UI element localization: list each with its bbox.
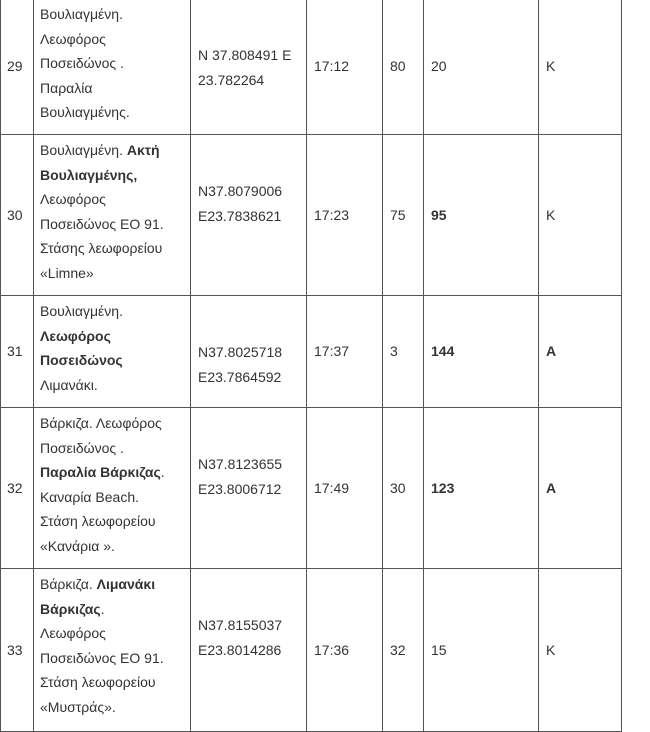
location-line xyxy=(40,324,184,349)
location-text: Βουλιαγμένης. xyxy=(40,104,130,120)
coordinates-block xyxy=(198,135,306,228)
coordinate-line: N37.8155037 xyxy=(198,617,283,633)
location-text: Στάση λεωφορείου xyxy=(40,513,156,529)
location-line xyxy=(40,163,184,188)
category-cell: Α xyxy=(539,408,622,569)
coordinates-block xyxy=(198,408,306,501)
count-cell: 20 xyxy=(424,0,539,135)
location-cell xyxy=(34,135,191,296)
row-number-cell: 30 xyxy=(1,135,34,296)
coordinate-line: E23.8006712 xyxy=(198,480,282,497)
location-text: Βουλιαγμένη. xyxy=(40,303,123,319)
count-cell: 15 xyxy=(424,569,539,732)
location-line xyxy=(40,2,184,27)
location-text: Στάση λεωφορείου xyxy=(40,674,156,690)
location-text: Λεωφόρος xyxy=(40,191,106,207)
time-cell: 17:37 xyxy=(307,296,383,408)
coordinate-line: E23.7838621 xyxy=(198,207,282,224)
location-line xyxy=(40,670,184,695)
row-number-cell: 31 xyxy=(1,296,34,408)
location-text: «Κανάρια ». xyxy=(40,537,115,554)
location-text: «Μυστράς». xyxy=(40,698,116,715)
table-row xyxy=(1,0,622,135)
location-text: Ποσειδώνος ΕΟ 91. xyxy=(40,649,164,666)
table-row xyxy=(1,408,622,569)
coordinate-line: E23.8014286 xyxy=(198,641,282,658)
location-line xyxy=(40,76,184,101)
location-text: . xyxy=(160,464,165,480)
location-text: Βουλιαγμένης, xyxy=(40,166,138,183)
location-text: «Limne» xyxy=(40,264,94,281)
coordinate-line: N37.8123655 xyxy=(198,456,283,472)
category-cell: Κ xyxy=(539,569,622,732)
location-text: . xyxy=(100,600,105,617)
table-body xyxy=(1,0,622,732)
location-line xyxy=(40,597,184,622)
time-cell: 17:23 xyxy=(307,135,383,296)
location-text: Ποσειδώνος xyxy=(40,352,123,368)
location-line xyxy=(40,212,184,237)
table-row xyxy=(1,569,622,732)
count-cell: 123 xyxy=(424,408,539,569)
location-text: Βουλιαγμένη. xyxy=(40,6,123,22)
location-text: Λιμανάκι xyxy=(96,576,156,592)
location-text: Βάρκιζας xyxy=(40,600,101,617)
value-cell: 75 xyxy=(383,135,424,296)
value-cell: 32 xyxy=(383,569,424,732)
coordinate-line: E23.7864592 xyxy=(198,368,282,385)
location-line xyxy=(40,236,184,261)
coordinate-line: 23.782264 xyxy=(198,71,265,88)
location-line xyxy=(40,348,184,373)
location-line xyxy=(40,51,184,76)
location-text: Ποσειδώνος . xyxy=(40,55,124,71)
location-line xyxy=(40,509,184,534)
location-text: Βάρκιζα. Λεωφόρος xyxy=(40,415,162,431)
row-number-cell: 33 xyxy=(1,569,34,732)
location-text: Ποσειδώνος . xyxy=(40,439,124,456)
value-cell: 80 xyxy=(383,0,424,135)
location-line xyxy=(40,373,184,398)
coordinate-line: N37.8079006 xyxy=(198,183,283,199)
location-text: Παραλία Βάρκιζας xyxy=(40,464,161,480)
category-cell: Κ xyxy=(539,0,622,135)
coordinates-block xyxy=(198,569,306,662)
time-cell: 17:49 xyxy=(307,408,383,569)
location-line xyxy=(40,646,184,671)
location-line xyxy=(40,100,184,125)
count-cell: 144 xyxy=(424,296,539,408)
coordinates-cell xyxy=(191,569,307,732)
coordinate-line: N37.8025718 xyxy=(198,344,283,360)
location-text: Παραλία xyxy=(40,79,93,96)
coordinates-block xyxy=(198,296,306,389)
location-cell xyxy=(34,569,191,732)
location-cell xyxy=(34,296,191,408)
category-cell: Κ xyxy=(539,135,622,296)
location-text: Λεωφόρος xyxy=(40,30,106,47)
location-line xyxy=(40,485,184,510)
time-cell: 17:36 xyxy=(307,569,383,732)
category-cell: Α xyxy=(539,296,622,408)
location-text: Λεωφόρος xyxy=(40,625,106,641)
coordinates-cell xyxy=(191,408,307,569)
table-row xyxy=(1,135,622,296)
value-cell: 30 xyxy=(383,408,424,569)
location-line xyxy=(40,621,184,646)
location-line xyxy=(40,261,184,286)
location-text: Λεωφόρος xyxy=(40,327,111,344)
location-line xyxy=(40,695,184,720)
location-line xyxy=(40,299,184,324)
row-number-cell: 32 xyxy=(1,408,34,569)
location-line xyxy=(40,411,184,436)
location-line xyxy=(40,460,184,485)
location-line xyxy=(40,138,184,163)
location-text: Καναρία Beach. xyxy=(40,488,139,505)
time-cell: 17:12 xyxy=(307,0,383,135)
location-text: Βάρκιζα. xyxy=(40,576,97,592)
coordinates-cell xyxy=(191,0,307,135)
location-line xyxy=(40,534,184,559)
location-line xyxy=(40,572,184,597)
location-line xyxy=(40,187,184,212)
location-cell xyxy=(34,0,191,135)
location-text: Ποσειδώνος ΕΟ 91. xyxy=(40,215,164,232)
location-text: Ακτή xyxy=(126,142,160,158)
location-text: Λιμανάκι. xyxy=(40,376,98,393)
count-cell: 95 xyxy=(424,135,539,296)
location-cell xyxy=(34,408,191,569)
coordinate-line: N 37.808491 E xyxy=(198,47,292,63)
table-row xyxy=(1,296,622,408)
location-line xyxy=(40,27,184,52)
location-line xyxy=(40,436,184,461)
location-text: Βουλιαγμένη. xyxy=(40,142,127,158)
row-number-cell: 29 xyxy=(1,0,34,135)
coordinates-cell xyxy=(191,135,307,296)
coordinates-cell xyxy=(191,296,307,408)
value-cell: 3 xyxy=(383,296,424,408)
coordinates-block xyxy=(198,0,306,92)
location-text: Στάσης λεωφορείου xyxy=(40,240,163,256)
